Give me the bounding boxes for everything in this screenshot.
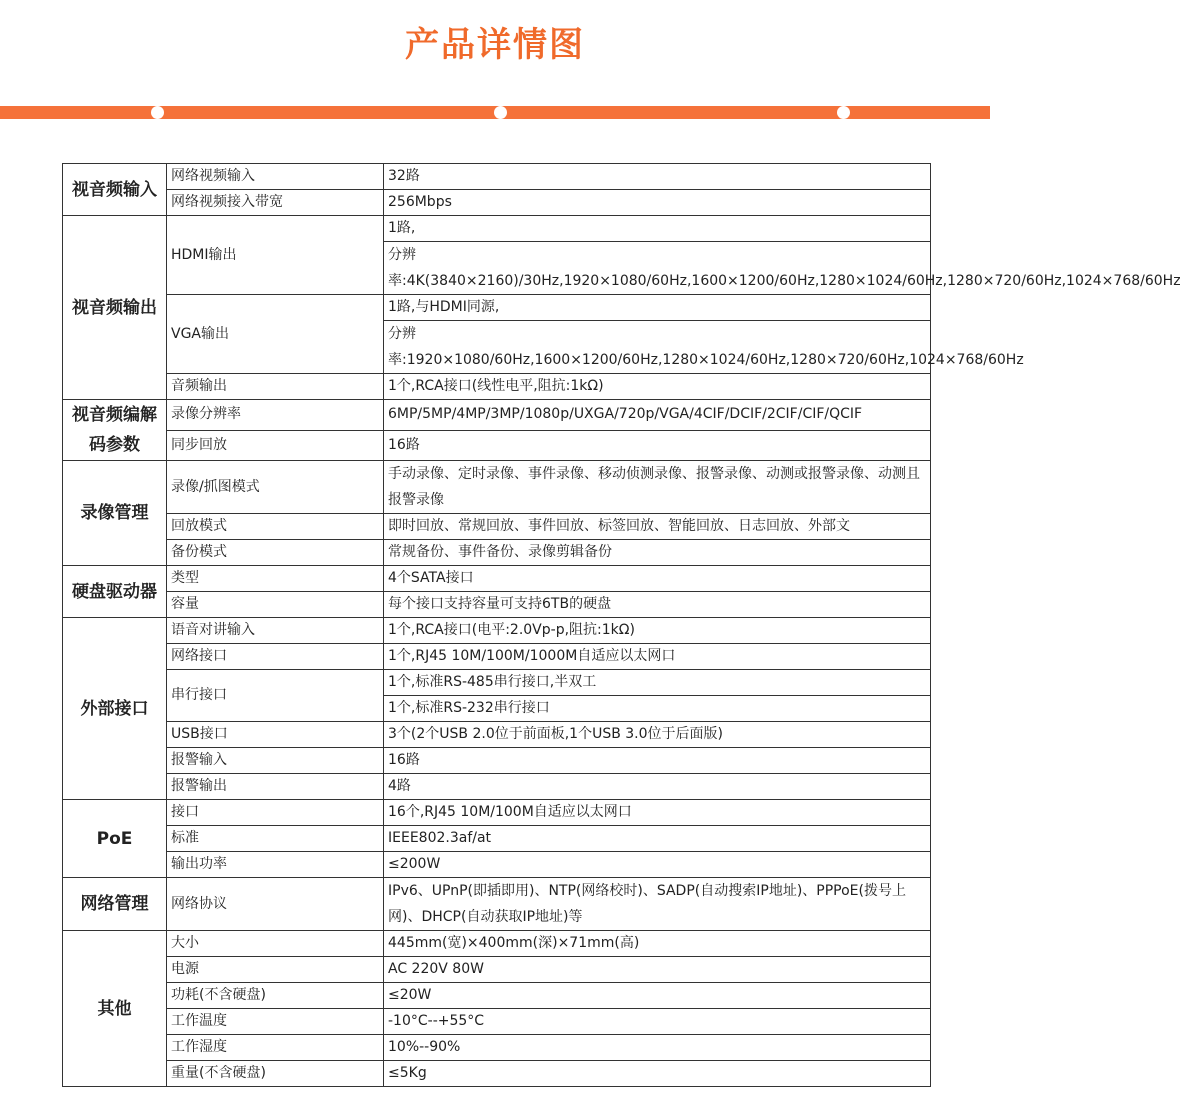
table-row: [63, 216, 931, 242]
spec-value: 1个,标准RS-485串行接口,半双工: [384, 670, 931, 696]
spec-label: 同步回放: [167, 430, 384, 461]
table-row: [63, 461, 931, 514]
table-row: [63, 774, 931, 800]
table-row: [63, 826, 931, 852]
category-cell: 视音频编解码参数: [63, 400, 167, 461]
spec-value: 1个,RJ45 10M/100M/1000M自适应以太网口: [384, 644, 931, 670]
spec-value: ≤20W: [384, 983, 931, 1009]
category-cell: 外部接口: [63, 618, 167, 800]
table-row: [63, 1061, 931, 1087]
table-row: [63, 374, 931, 400]
table-row: [63, 644, 931, 670]
spec-value: 10%--90%: [384, 1035, 931, 1061]
table-row: [63, 748, 931, 774]
table-row: [63, 164, 931, 190]
spec-value: 分辨率:1920×1080/60Hz,1600×1200/60Hz,1280×1024/60Hz,1280×720/60Hz,1024×768/60Hz: [384, 321, 931, 374]
spec-value: ≤5Kg: [384, 1061, 931, 1087]
spec-value: 6MP/5MP/4MP/3MP/1080p/UXGA/720p/VGA/4CIF/DCIF/2CIF/CIF/QCIF: [384, 400, 931, 431]
table-row: [63, 400, 931, 431]
spec-value: ≤200W: [384, 852, 931, 878]
spec-label: 报警输入: [167, 748, 384, 774]
category-cell: 其他: [63, 931, 167, 1087]
spec-label: 大小: [167, 931, 384, 957]
spec-label: 录像/抓图模式: [167, 461, 384, 514]
spec-label: 容量: [167, 592, 384, 618]
category-cell: 录像管理: [63, 461, 167, 566]
spec-value: IPv6、UPnP(即插即用)、NTP(网络校时)、SADP(自动搜索IP地址)、PPPoE(拨号上网)、DHCP(自动获取IP地址)等: [384, 878, 931, 931]
spec-value: 16路: [384, 430, 931, 461]
table-row: [63, 670, 931, 696]
spec-value: 1个,RCA接口(线性电平,阻抗:1kΩ): [384, 374, 931, 400]
spec-value: 1个,RCA接口(电平:2.0Vp-p,阻抗:1kΩ): [384, 618, 931, 644]
spec-value: 256Mbps: [384, 190, 931, 216]
divider-dot: [151, 106, 164, 119]
spec-label: 标准: [167, 826, 384, 852]
spec-value: 1个,标准RS-232串行接口: [384, 696, 931, 722]
spec-value: 即时回放、常规回放、事件回放、标签回放、智能回放、日志回放、外部文: [384, 514, 931, 540]
category-cell: 网络管理: [63, 878, 167, 931]
spec-label: HDMI输出: [167, 216, 384, 295]
spec-value: 1路,: [384, 216, 931, 242]
table-row: [63, 800, 931, 826]
spec-value: 16个,RJ45 10M/100M自适应以太网口: [384, 800, 931, 826]
spec-value: 16路: [384, 748, 931, 774]
spec-label: 网络视频输入: [167, 164, 384, 190]
table-row: [63, 878, 931, 931]
spec-label: 备份模式: [167, 540, 384, 566]
spec-value: IEEE802.3af/at: [384, 826, 931, 852]
table-row: [63, 190, 931, 216]
spec-value: 分辨率:4K(3840×2160)/30Hz,1920×1080/60Hz,1600×1200/60Hz,1280×1024/60Hz,1280×720/60Hz,1024×768/60Hz: [384, 242, 931, 295]
spec-value: 4个SATA接口: [384, 566, 931, 592]
divider-dot: [494, 106, 507, 119]
category-cell: 视音频输出: [63, 216, 167, 400]
spec-label: 录像分辨率: [167, 400, 384, 431]
table-row: [63, 983, 931, 1009]
spec-label: 回放模式: [167, 514, 384, 540]
spec-value: 32路: [384, 164, 931, 190]
spec-value: 手动录像、定时录像、事件录像、移动侦测录像、报警录像、动测或报警录像、动测且报警录像: [384, 461, 931, 514]
category-cell: PoE: [63, 800, 167, 878]
category-cell: 硬盘驱动器: [63, 566, 167, 618]
spec-value: 3个(2个USB 2.0位于前面板,1个USB 3.0位于后面版): [384, 722, 931, 748]
page-title: 产品详情图: [405, 25, 585, 65]
spec-label: 网络视频接入带宽: [167, 190, 384, 216]
spec-label: 电源: [167, 957, 384, 983]
spec-label: 报警输出: [167, 774, 384, 800]
divider-dot: [837, 106, 850, 119]
spec-value: 445mm(宽)×400mm(深)×71mm(高): [384, 931, 931, 957]
table-row: [63, 931, 931, 957]
table-row: [63, 295, 931, 321]
spec-label: 工作湿度: [167, 1035, 384, 1061]
spec-label: 音频输出: [167, 374, 384, 400]
spec-label: VGA输出: [167, 295, 384, 374]
table-row: [63, 852, 931, 878]
spec-value: AC 220V 80W: [384, 957, 931, 983]
spec-label: 接口: [167, 800, 384, 826]
table-row: [63, 430, 931, 461]
spec-label: 网络接口: [167, 644, 384, 670]
table-row: [63, 592, 931, 618]
spec-value: 4路: [384, 774, 931, 800]
spec-label: 工作温度: [167, 1009, 384, 1035]
table-row: [63, 957, 931, 983]
table-row: [63, 1009, 931, 1035]
spec-value: 常规备份、事件备份、录像剪辑备份: [384, 540, 931, 566]
spec-table: [62, 163, 1181, 1087]
spec-label: 网络协议: [167, 878, 384, 931]
category-cell: 视音频输入: [63, 164, 167, 216]
table-row: [63, 566, 931, 592]
spec-label: 语音对讲输入: [167, 618, 384, 644]
header-divider: [0, 106, 990, 119]
spec-label: USB接口: [167, 722, 384, 748]
spec-label: 重量(不含硬盘): [167, 1061, 384, 1087]
spec-label: 串行接口: [167, 670, 384, 722]
spec-value: -10°C--+55°C: [384, 1009, 931, 1035]
table-row: [63, 722, 931, 748]
table-row: [63, 514, 931, 540]
table-row: [63, 1035, 931, 1061]
spec-label: 功耗(不含硬盘): [167, 983, 384, 1009]
spec-label: 类型: [167, 566, 384, 592]
spec-value: 1路,与HDMI同源,: [384, 295, 931, 321]
spec-label: 输出功率: [167, 852, 384, 878]
table-row: [63, 540, 931, 566]
spec-value: 每个接口支持容量可支持6TB的硬盘: [384, 592, 931, 618]
table-row: [63, 618, 931, 644]
